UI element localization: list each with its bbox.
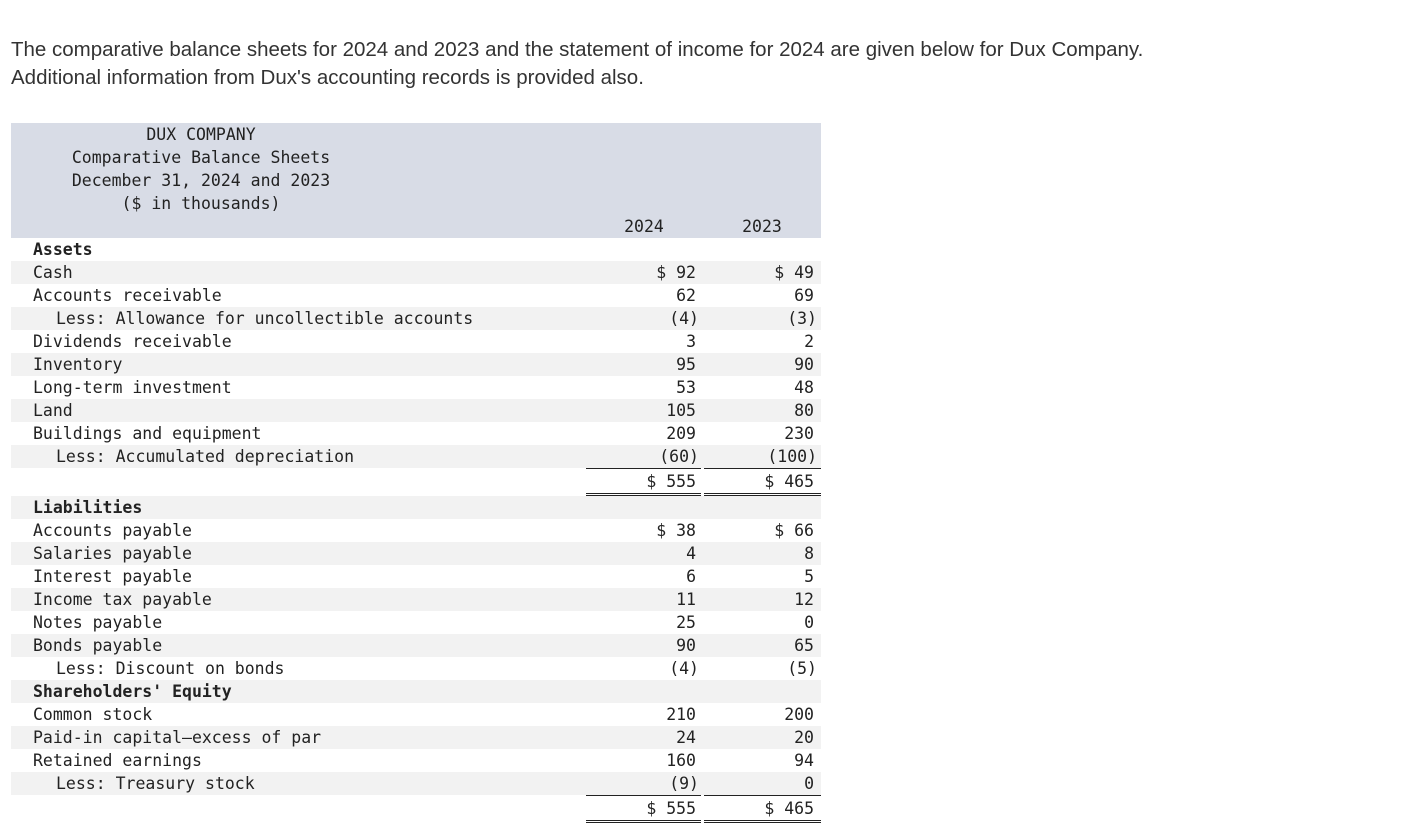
table-row: Bonds payable 90 65 xyxy=(11,634,821,657)
table-row: Less: Accumulated depreciation (60) (100) xyxy=(11,445,821,468)
total-assets-2024: $ 555 xyxy=(646,472,696,491)
table-row: Accounts payable $ 38 $ 66 xyxy=(33,521,814,540)
table-row: Salaries payable 4 8 xyxy=(11,542,821,565)
table-header xyxy=(11,123,821,238)
table-row: Buildings and equipment 209 230 xyxy=(33,424,814,443)
column-header-2023: 2023 xyxy=(742,217,782,236)
table-row: Interest payable 6 5 xyxy=(33,567,814,586)
section-heading-assets: Assets xyxy=(33,240,93,259)
table-row: Accounts receivable 62 69 xyxy=(33,286,814,305)
statement-title: Comparative Balance Sheets xyxy=(71,148,331,167)
intro-text xyxy=(11,36,1391,92)
statement-date: December 31, 2024 and 2023 xyxy=(71,171,331,190)
total-assets-2023: $ 465 xyxy=(764,472,814,491)
section-heading-equity: Shareholders' Equity xyxy=(11,680,821,703)
column-header-2024: 2024 xyxy=(624,217,664,236)
table-row: Retained earnings 160 94 xyxy=(33,751,814,770)
intro-line-2: Additional information from Dux's accounting records is provided also. xyxy=(11,66,644,89)
statement-units: ($ in thousands) xyxy=(121,194,281,213)
table-row: Paid-in capital—excess of par 24 20 xyxy=(11,726,821,749)
table-row: Cash $ 92 $ 49 xyxy=(11,261,821,284)
table-row: Long-term investment 53 48 xyxy=(33,378,814,397)
total-liabilities-equity-row xyxy=(11,795,821,823)
balance-sheet-table xyxy=(11,123,821,823)
section-heading-liabilities: Liabilities xyxy=(11,496,821,519)
table-row: Dividends receivable 3 2 xyxy=(33,332,814,351)
company-name: DUX COMPANY xyxy=(146,125,256,144)
table-row: Income tax payable 11 12 xyxy=(11,588,821,611)
total-liabilities-equity-2024: $ 555 xyxy=(646,799,696,818)
table-row: Less: Treasury stock (9) 0 xyxy=(11,772,821,795)
total-liabilities-equity-2023: $ 465 xyxy=(764,799,814,818)
table-row: Less: Allowance for uncollectible accounts (4) (3) xyxy=(11,307,821,330)
total-assets-row xyxy=(11,468,821,496)
intro-line-1: The comparative balance sheets for 2024 and 2023 and the statement of income for 2024 are given below for Dux Company. xyxy=(11,38,1144,61)
table-row: Notes payable 25 0 xyxy=(33,613,814,632)
table-row: Inventory 95 90 xyxy=(11,353,821,376)
table-row: Land 105 80 xyxy=(11,399,821,422)
table-row: Less: Discount on bonds (4) (5) xyxy=(56,659,817,678)
table-row: Common stock 210 200 xyxy=(33,705,814,724)
